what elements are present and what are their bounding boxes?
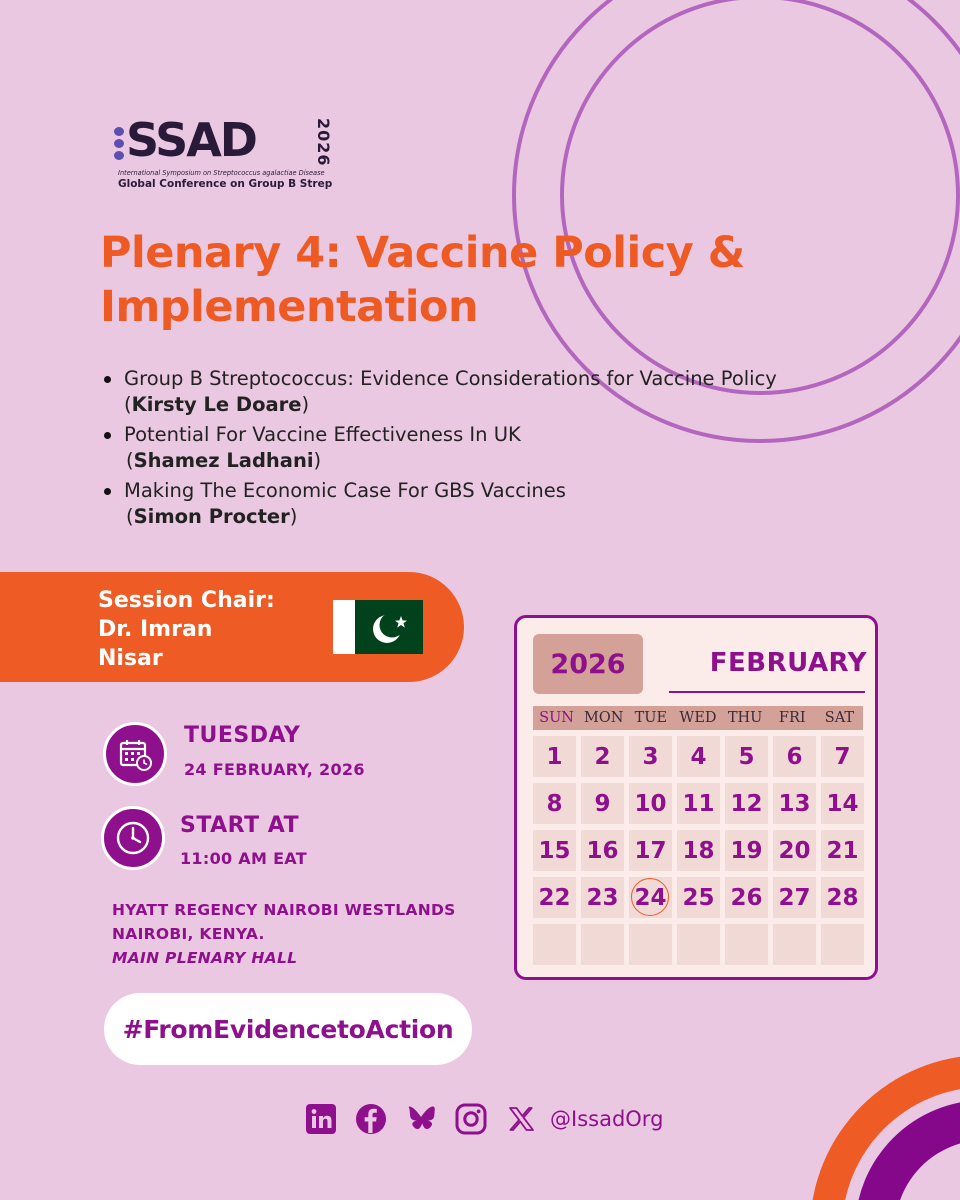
calendar-day: 9: [581, 783, 624, 824]
pakistan-flag-icon: [333, 600, 423, 654]
calendar-day: 19: [725, 830, 768, 871]
calendar-day: 18: [677, 830, 720, 871]
issad-logo: [114, 110, 354, 190]
venue: [112, 898, 456, 970]
calendar-day-highlighted: 24: [629, 877, 672, 918]
calendar-day: 7: [821, 736, 864, 777]
event-day: TUESDAY: [184, 723, 301, 748]
calendar-day: 14: [821, 783, 864, 824]
clock-icon: [101, 806, 165, 870]
calendar-day: 25: [677, 877, 720, 918]
bluesky-icon[interactable]: [404, 1102, 438, 1136]
talk-list: [102, 366, 782, 534]
talk-title: Potential For Vaccine Effectiveness In UK: [124, 423, 521, 446]
social-links: [304, 1102, 663, 1136]
calendar-day: 2: [581, 736, 624, 777]
calendar-month: FEBRUARY: [709, 648, 867, 678]
calendar-day-empty: [581, 924, 624, 965]
calendar-day: 8: [533, 783, 576, 824]
calendar-weekday: SAT: [824, 710, 855, 726]
session-chair-banner: [0, 572, 464, 682]
calendar-day-empty: [533, 924, 576, 965]
calendar-day-empty: [725, 924, 768, 965]
venue-line2: NAIROBI, KENYA.: [112, 925, 265, 943]
calendar-day-empty: [773, 924, 816, 965]
calendar-weekday: THU: [727, 710, 763, 726]
talk-title: Making The Economic Case For GBS Vaccines: [124, 479, 566, 502]
facebook-icon[interactable]: [354, 1102, 388, 1136]
calendar-day: 4: [677, 736, 720, 777]
calendar-day: 6: [773, 736, 816, 777]
calendar-clock-icon: [103, 722, 167, 786]
calendar-weekday: WED: [679, 710, 717, 726]
logo-tagline: Global Conference on Group B Strep: [118, 178, 333, 190]
calendar: [514, 615, 878, 980]
logo-year: 2026: [314, 118, 333, 167]
session-chair-name-line1: Dr. Imran: [98, 617, 213, 642]
calendar-day: 15: [533, 830, 576, 871]
talk-item: Potential For Vaccine Effectiveness In UK (Shamez Ladhani): [102, 422, 782, 474]
start-time: 11:00 AM EAT: [180, 849, 307, 868]
talk-title: Group B Streptococcus: Evidence Considerations for Vaccine Policy: [124, 367, 777, 390]
logo-mark: [114, 114, 256, 166]
linkedin-icon[interactable]: [304, 1102, 338, 1136]
calendar-day: 22: [533, 877, 576, 918]
calendar-day-empty: [677, 924, 720, 965]
calendar-weekday: MON: [584, 710, 624, 726]
calendar-day: 13: [773, 783, 816, 824]
calendar-day: 23: [581, 877, 624, 918]
talk-speaker: Simon Procter: [133, 505, 290, 528]
calendar-day: 21: [821, 830, 864, 871]
calendar-day: 10: [629, 783, 672, 824]
calendar-weekday: FRI: [778, 710, 806, 726]
calendar-day: 12: [725, 783, 768, 824]
hashtag-pill: #FromEvidencetoAction: [104, 993, 472, 1065]
logo-word: SSAD: [126, 113, 256, 167]
calendar-day: 1: [533, 736, 576, 777]
calendar-weekday: SUN: [539, 710, 574, 726]
venue-hall: MAIN PLENARY HALL: [112, 949, 298, 967]
calendar-weekday: TUE: [634, 710, 668, 726]
talk-speaker: Shamez Ladhani: [133, 449, 314, 472]
calendar-year: 2026: [533, 634, 643, 694]
social-handle[interactable]: @IssadOrg: [550, 1107, 664, 1131]
logo-subtitle: International Symposium on Streptococcus agalactiae Disease: [118, 169, 325, 177]
page-title: Plenary 4: Vaccine Policy & Implementation: [100, 228, 745, 332]
logo-dots: [114, 127, 124, 160]
calendar-weekdays: [533, 706, 863, 730]
talk-speaker: Kirsty Le Doare: [131, 393, 302, 416]
calendar-day: 20: [773, 830, 816, 871]
calendar-day: 5: [725, 736, 768, 777]
calendar-day: 11: [677, 783, 720, 824]
calendar-grid: [533, 736, 865, 965]
calendar-day: 28: [821, 877, 864, 918]
talk-item: Group B Streptococcus: Evidence Considerations for Vaccine Policy (Kirsty Le Doare): [102, 366, 782, 418]
venue-line1: HYATT REGENCY NAIROBI WESTLANDS: [112, 901, 456, 919]
calendar-day: 26: [725, 877, 768, 918]
session-chair-text: [98, 586, 328, 673]
decorative-ring-inner: [562, 0, 958, 393]
x-icon[interactable]: [504, 1102, 538, 1136]
event-date: 24 FEBRUARY, 2026: [184, 760, 365, 779]
calendar-day: 27: [773, 877, 816, 918]
calendar-day-empty: [821, 924, 864, 965]
talk-item: Making The Economic Case For GBS Vaccines (Simon Procter): [102, 478, 782, 530]
start-at-label: START AT: [180, 813, 300, 838]
instagram-icon[interactable]: [454, 1102, 488, 1136]
session-chair-label: Session Chair:: [98, 588, 275, 613]
calendar-day: 17: [629, 830, 672, 871]
session-chair-name-line2: Nisar: [98, 646, 163, 671]
calendar-month-underline: [669, 691, 865, 693]
calendar-day: 16: [581, 830, 624, 871]
calendar-day-empty: [629, 924, 672, 965]
calendar-day: 3: [629, 736, 672, 777]
